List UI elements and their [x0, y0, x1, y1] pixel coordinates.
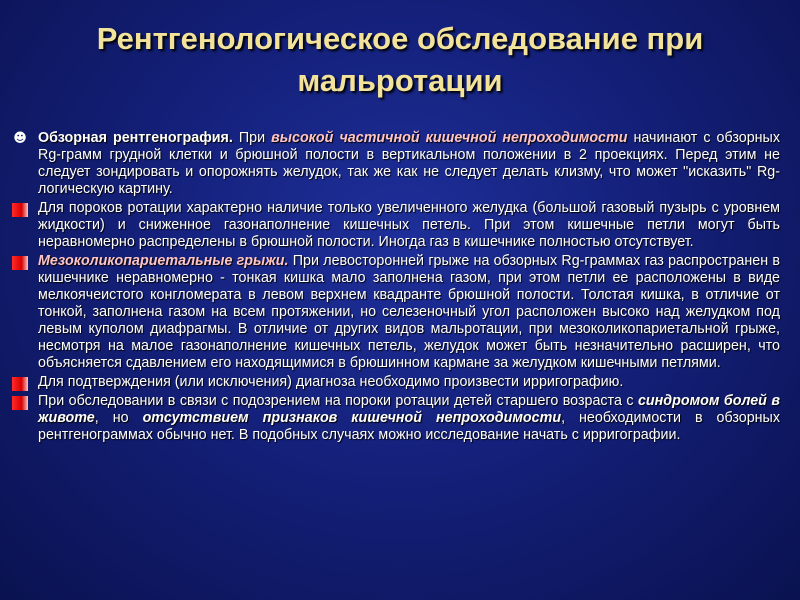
item-text-part: начинают с обзорных Rg-грамм грудной клетки и брюшной полости в вертикальном положении в 2 проекциях. Перед этим не следует зондировать и опорожнять желудок, так же как не следует делать клизму, что может "исказить" Rg-логическую картину.	[38, 130, 780, 197]
item-text	[38, 393, 780, 444]
red-square-bullet-icon	[12, 256, 28, 270]
item-emphasis: Мезоколикопариетальные грыжи.	[38, 253, 289, 269]
item-text-part: , но	[94, 410, 143, 426]
list-item-mesocolic-hernia	[12, 253, 780, 372]
item-emphasis: отсутствием признаков кишечной непроходимости	[142, 410, 562, 426]
item-text-part: , необходимости в обзорных рентгенограммах обычно нет. В подобных случаях можно исследование начать с ирригографии.	[38, 410, 780, 443]
item-text-part: При левосторонней грыже на обзорных Rg-граммах газ распространен в кишечнике неравномерно - тонкая кишка мало заполнена газом, при этом петли ее расположены в виде мелкоячеистого конгломерата в левом верхнем квадранте брюшной полости. Толстая кишка, в отличие от тонкой, заполнена газом на всем протяжении, но селезеночный угол расположен высоко над желудком под левым куполом диафрагмы. В отличие от других видов мальротации, при мезоколикопариетальной грыже, несмотря на малое газонаполнение кишечных петель, желудок может быть незначительно расширен, что объясняется сдавлением его находящимися в брюшинном кармане за желудком кишечными петлями.	[38, 253, 780, 371]
slide-title: Рентгенологическое обследование при мальротации	[96, 21, 704, 98]
item-emphasis: синдромом болей в животе	[38, 393, 780, 426]
smiley-bullet-icon: ☻	[13, 131, 27, 146]
list-item-survey-radiography	[12, 130, 780, 198]
item-text: Для пороков ротации характерно наличие только увеличенного желудка (большой газовый пузырь с уровнем жидкости) и сниженное газонаполнение кишечных петель. При этом кишечные петли могут быть неравномерно распределены в брюшной полости. Иногда газ в кишечнике полностью отсутствует.	[38, 200, 780, 250]
item-text	[38, 130, 780, 198]
item-text-part: При обследовании в связи с подозрением на пороки ротации детей старшего возраста с	[38, 393, 638, 409]
red-square-bullet-icon	[12, 377, 28, 391]
bullet-list	[12, 130, 780, 446]
item-text-part: При	[232, 130, 272, 146]
item-emphasis: высокой частичной кишечной непроходимости	[271, 130, 628, 146]
item-text	[38, 253, 780, 372]
red-square-bullet-icon	[12, 396, 28, 410]
red-square-bullet-icon	[12, 203, 28, 217]
list-item-irrigography	[12, 374, 780, 391]
item-text: Для подтверждения (или исключения) диагноза необходимо произвести ирригографию.	[38, 374, 624, 390]
list-item-older-children	[12, 393, 780, 444]
item-lead: Обзорная рентгенография.	[38, 130, 233, 146]
list-item-rotation-defects	[12, 200, 780, 251]
